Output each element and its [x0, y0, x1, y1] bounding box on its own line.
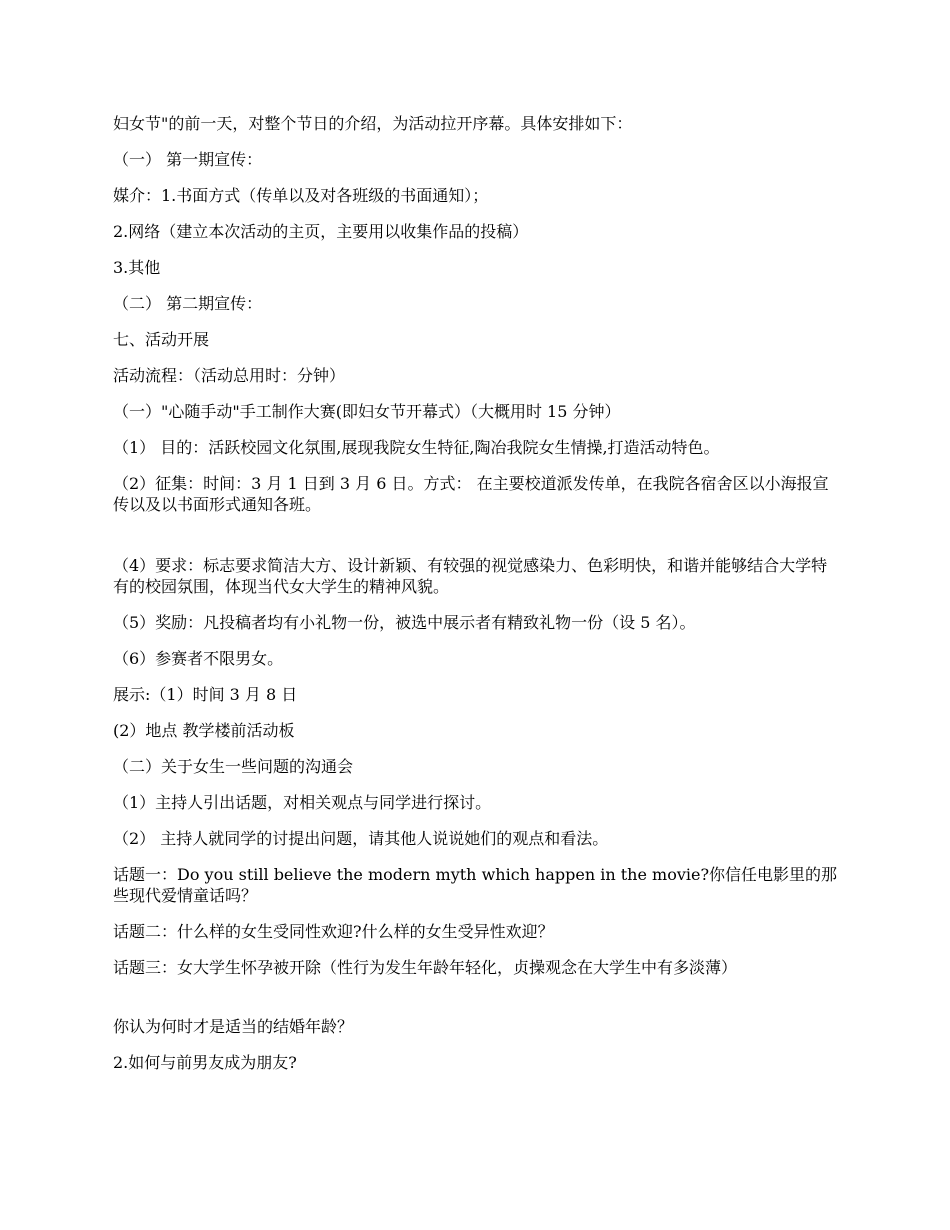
paragraph-24: 2.如何与前男友成为朋友? [113, 1053, 297, 1072]
paragraph-22: 话题三：女大学生怀孕被开除（性行为发生年龄年轻化，贞操观念在大学生中有多淡薄） [113, 958, 738, 977]
paragraph-5: 3.其他 [113, 258, 161, 277]
paragraph-14: （6）参赛者不限男女。 [113, 649, 284, 668]
paragraph-2: （一） 第一期宣传： [113, 150, 263, 169]
paragraph-1: 妇女节"的前一天，对整个节日的介绍，为活动拉开序幕。具体安排如下： [113, 114, 633, 133]
document-body [113, 113, 839, 1088]
paragraph-9: （一）"心随手动"手工制作大赛(即妇女节开幕式）（大概用时 15 分钟） [113, 402, 621, 421]
paragraph-19: （2） 主持人就同学的讨提出问题，请其他人说说她们的观点和看法。 [113, 829, 609, 848]
paragraph-7: 七、活动开展 [113, 330, 210, 349]
paragraph-18: （1）主持人引出话题，对相关观点与同学进行探讨。 [113, 793, 492, 812]
paragraph-23: 你认为何时才是适当的结婚年龄？ [113, 1017, 354, 1036]
paragraph-12: （4）要求：标志要求简洁大方、设计新颖、有较强的视觉感染力、色彩明快，和谐并能够结合大学特有的校园氛围，体现当代女大学生的精神风貌。 [113, 556, 828, 596]
paragraph-10: （1） 目的：活跃校园文化氛围,展现我院女生特征,陶冶我院女生情操,打造活动特色。 [113, 438, 720, 457]
paragraph-8: 活动流程：（活动总用时：分钟） [113, 366, 346, 385]
paragraph-20: 话题一：Do you still believe the modern myth which happen in the movie?你信任电影里的那些现代爱情童话吗？ [113, 865, 838, 905]
paragraph-11: （2）征集：时间：3 月 1 日到 3 月 6 日。方式： 在主要校道派发传单，在我院各宿舍区以小海报宣传以及以书面形式通知各班。 [113, 474, 829, 514]
paragraph-21: 话题二：什么样的女生受同性欢迎?什么样的女生受异性欢迎？ [113, 922, 554, 941]
paragraph-17: （二）关于女生一些问题的沟通会 [113, 757, 354, 776]
paragraph-16: (2）地点 教学楼前活动板 [113, 721, 295, 740]
paragraph-4: 2.网络（建立本次活动的主页，主要用以收集作品的投稿） [113, 222, 529, 241]
paragraph-13: （5）奖励：凡投稿者均有小礼物一份，被选中展示者有精致礼物一份（设 5 名）。 [113, 613, 696, 632]
paragraph-6: （二） 第二期宣传： [113, 294, 263, 313]
paragraph-15: 展示:（1）时间 3 月 8 日 [113, 685, 298, 704]
paragraph-3: 媒介：1.书面方式（传单以及对各班级的书面通知）； [113, 186, 489, 205]
